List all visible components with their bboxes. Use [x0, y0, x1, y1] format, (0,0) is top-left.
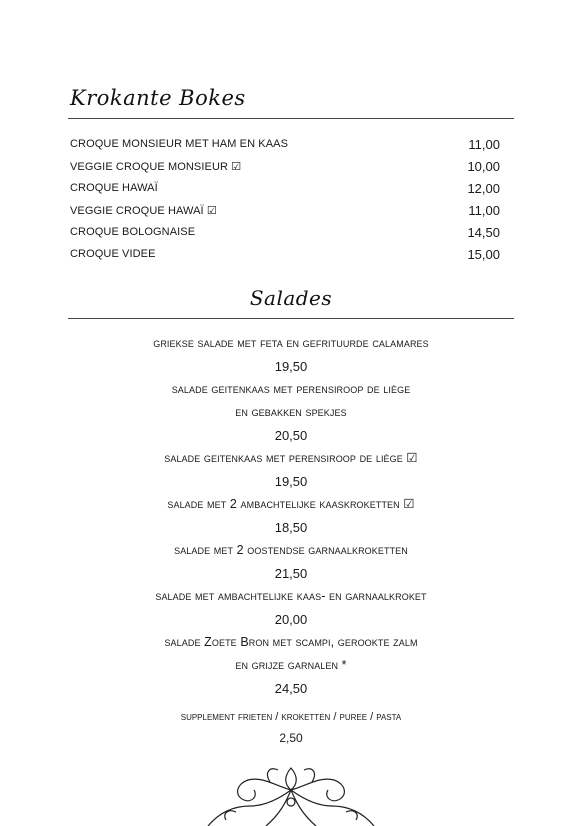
menu-item-name: CROQUE BOLOGNAISE [70, 226, 196, 238]
salad-name: salade geitenkaas met perensiroop de liège [171, 382, 411, 396]
section-divider [68, 118, 514, 119]
section-title-salades: Salades [249, 286, 333, 310]
salad-name: salade Zoete Bron met scampi, gerookte zalm [164, 635, 418, 649]
supplement-item [0, 706, 582, 748]
menu-item-price: 14,50 [467, 224, 500, 240]
salad-item [0, 539, 582, 585]
salad-item [0, 447, 582, 493]
menu-item-price: 15,00 [467, 246, 500, 262]
menu-item-price: 11,00 [468, 202, 500, 218]
section-title-krokante-bokes: Krokante Bokes [70, 86, 246, 110]
salad-price: 21,50 [274, 566, 308, 581]
salad-price: 18,50 [274, 520, 308, 535]
supplement-label: supplement frieten / kroketten / puree / pasta [180, 711, 402, 723]
menu-item [70, 221, 500, 243]
menu-item [70, 199, 500, 221]
salad-name-continued: en gebakken spekjes [235, 405, 347, 419]
krokante-bokes-list [70, 133, 500, 265]
salad-name: salade met 2 ambachtelijke kaaskroketten ☑ [167, 497, 415, 511]
menu-item-price: 11,00 [468, 136, 500, 152]
salad-item [0, 631, 582, 700]
salades-list [0, 332, 582, 748]
menu-item-name: CROQUE MONSIEUR MET HAM EN KAAS [70, 138, 289, 150]
menu-item-price: 12,00 [467, 180, 500, 196]
salad-name: salade met ambachtelijke kaas- en garnaalkroket [155, 589, 427, 603]
menu-item-name: CROQUE HAWAÏ [70, 182, 158, 194]
menu-item-name: VEGGIE CROQUE HAWAÏ ☑ [70, 204, 217, 217]
menu-item [70, 177, 500, 199]
section-divider [68, 318, 514, 319]
salad-price: 19,50 [274, 359, 308, 374]
salad-price: 24,50 [274, 681, 308, 696]
salad-price: 19,50 [274, 474, 308, 489]
salad-name-continued: en grijze garnalen * [235, 658, 347, 672]
salad-name: griekse salade met feta en gefrituurde calamares [153, 336, 429, 350]
menu-item-name: CROQUE VIDEE [70, 248, 156, 260]
menu-item [70, 243, 500, 265]
menu-item-name: VEGGIE CROQUE MONSIEUR ☑ [70, 160, 242, 173]
menu-item-price: 10,00 [467, 158, 500, 174]
salad-name: salade geitenkaas met perensiroop de liège ☑ [164, 451, 418, 465]
salad-item [0, 585, 582, 631]
salad-item [0, 332, 582, 378]
menu-item [70, 155, 500, 177]
salad-name: salade met 2 oostendse garnaalkroketten [174, 543, 408, 557]
supplement-price: 2,50 [279, 731, 303, 745]
salad-item [0, 378, 582, 447]
salad-price: 20,50 [274, 428, 308, 443]
salad-item [0, 493, 582, 539]
salad-price: 20,00 [274, 612, 308, 627]
floral-scroll-ornament-icon [196, 762, 386, 826]
menu-item [70, 133, 500, 155]
